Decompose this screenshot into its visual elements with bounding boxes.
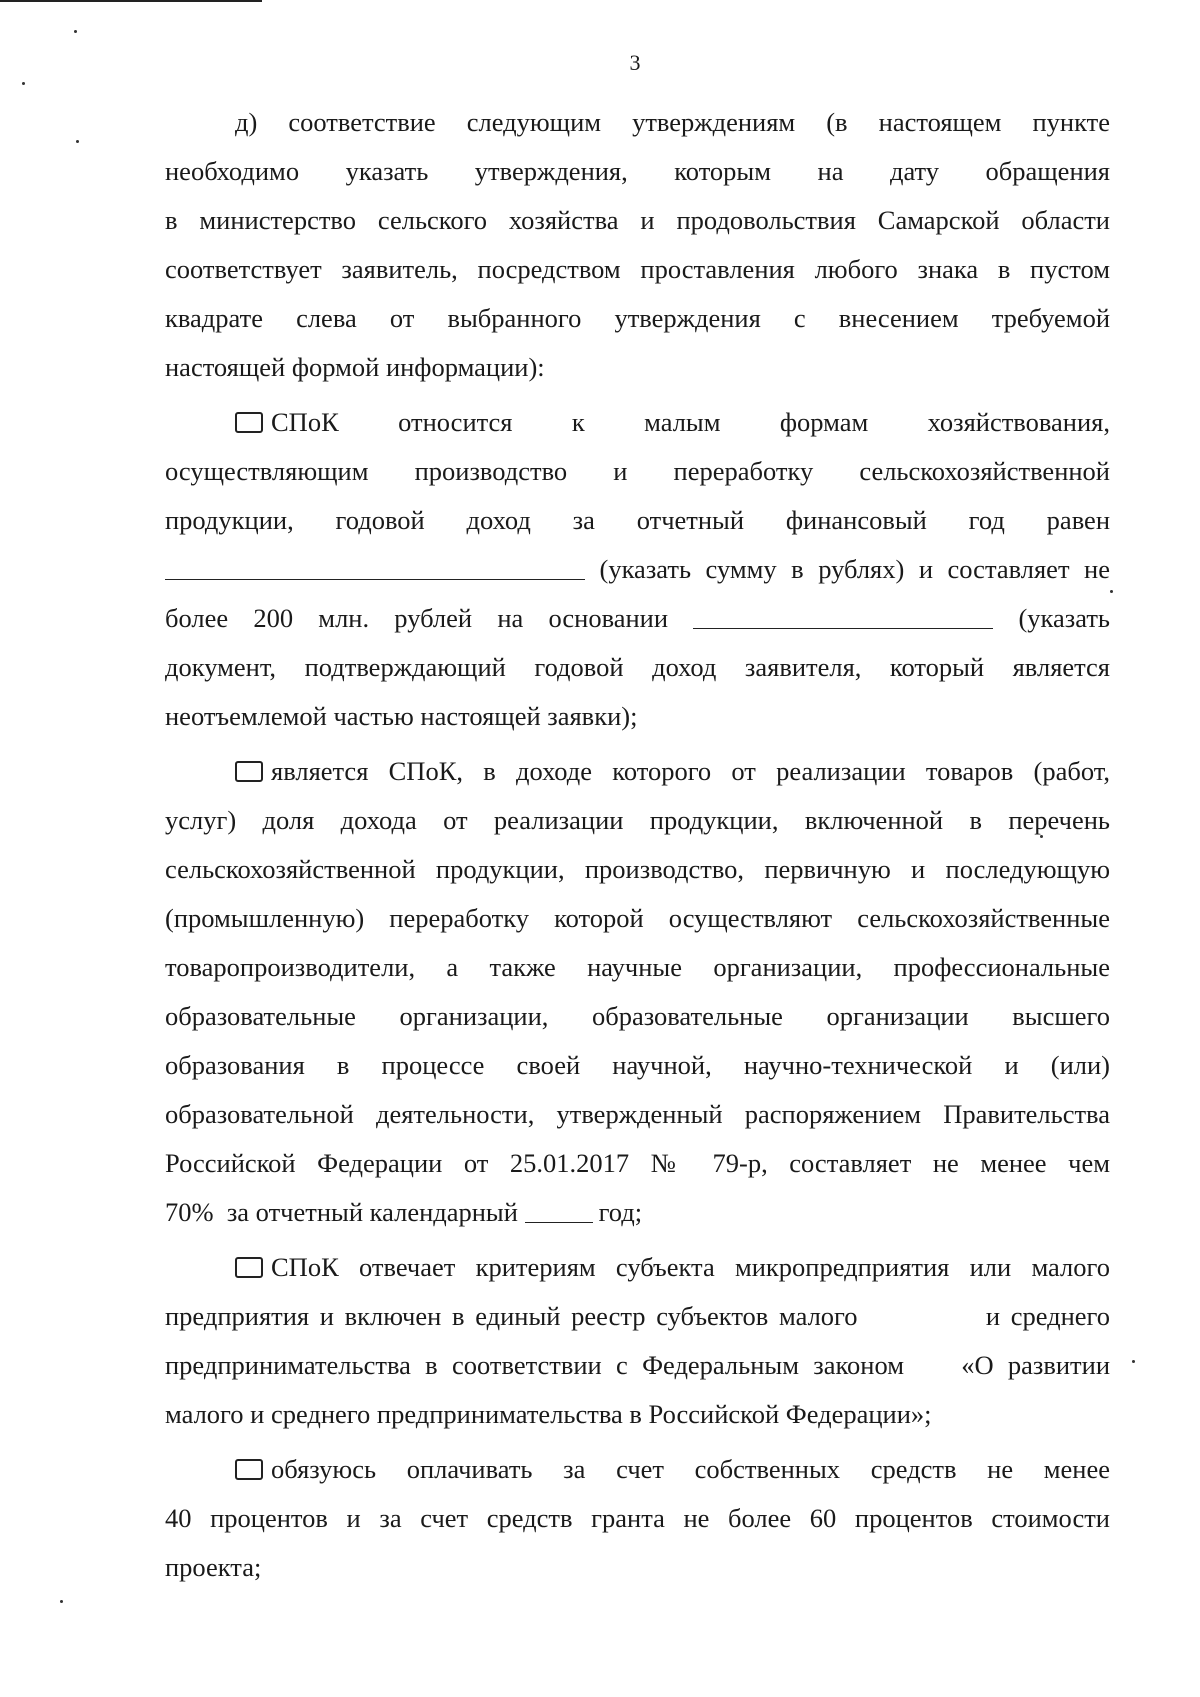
statement-4-line: 40 процентов и за счет средств гранта не более 60 процентов стоимости xyxy=(165,1503,1110,1533)
statement-2-line: (промышленную) переработку которой осуществляют сельскохозяйственные xyxy=(165,903,1110,933)
scan-speck xyxy=(1040,835,1043,838)
intro-line: соответствует заявитель, посредством проставления любого знака в пустом xyxy=(165,254,1110,284)
intro-line: настоящей формой информации): xyxy=(165,352,545,382)
statement-4-line: обязуюсь оплачивать за счет собственных средств не менее xyxy=(165,1445,1110,1494)
scan-speck xyxy=(76,140,79,143)
statement-2-line: образования в процессе своей научной, научно-технической и (или) xyxy=(165,1050,1110,1080)
statement-2-line: Российской Федерации от 25.01.2017 № 79-р, составляет не менее чем xyxy=(165,1148,1110,1178)
intro-paragraph xyxy=(165,98,1110,392)
statement-3-checkbox[interactable] xyxy=(235,1257,263,1278)
basis-document-field[interactable] xyxy=(693,604,993,629)
statement-2-line: является СПоК, в доходе которого от реализации товаров (работ, xyxy=(165,747,1110,796)
statement-2-line: образовательной деятельности, утвержденный распоряжением Правительства xyxy=(165,1099,1110,1129)
statement-1-line: (указать сумму в рублях) и составляет не xyxy=(165,545,1110,594)
intro-line: д) соответствие следующим утверждениям (в настоящем пункте xyxy=(235,107,1110,137)
statement-2-checkbox[interactable] xyxy=(235,761,263,782)
page-number: 3 xyxy=(629,50,641,75)
statement-1-line: продукции, годовой доход за отчетный финансовый год равен xyxy=(165,505,1110,535)
document-body xyxy=(165,98,1110,1592)
statement-1-line: осуществляющим производство и переработку сельскохозяйственной xyxy=(165,456,1110,486)
statement-1-checkbox[interactable] xyxy=(235,412,263,433)
intro-line: необходимо указать утверждения, которым на дату обращения xyxy=(165,156,1110,186)
statement-2-line: услуг) доля дохода от реализации продукции, включенной в перечень xyxy=(165,805,1110,835)
statement-3 xyxy=(165,1243,1110,1439)
statement-2-line: сельскохозяйственной продукции, производство, первичную и последующую xyxy=(165,854,1110,884)
statement-2-line: товаропроизводители, а также научные организации, профессиональные xyxy=(165,952,1110,982)
scan-speck xyxy=(1110,590,1113,593)
scan-speck xyxy=(60,1600,63,1603)
intro-line: в министерство сельского хозяйства и продовольствия Самарской области xyxy=(165,205,1110,235)
statement-2-line: образовательные организации, образовательные организации высшего xyxy=(165,1001,1110,1031)
statement-3-line: СПоК отвечает критериям субъекта микропредприятия или малого xyxy=(165,1243,1110,1292)
scan-speck xyxy=(1132,1360,1135,1363)
scan-speck xyxy=(22,82,25,85)
corner-rule xyxy=(0,0,262,2)
statement-3-line: малого и среднего предпринимательства в Российской Федерации»; xyxy=(165,1399,932,1429)
income-amount-field[interactable] xyxy=(165,555,585,580)
statement-1-line: более 200 млн. рублей на основании (указать xyxy=(165,603,1110,633)
calendar-year-field[interactable] xyxy=(525,1198,593,1223)
statement-1-line: неотъемлемой частью настоящей заявки); xyxy=(165,701,638,731)
statement-2-line: 70% за отчетный календарный год; xyxy=(165,1197,643,1227)
statement-4-checkbox[interactable] xyxy=(235,1459,263,1480)
statement-1-line: документ, подтверждающий годовой доход заявителя, который является xyxy=(165,652,1110,682)
statement-2 xyxy=(165,747,1110,1237)
statement-1 xyxy=(165,398,1110,741)
statement-1-line: СПоК относится к малым формам хозяйствования, xyxy=(165,398,1110,447)
statement-4-line: проекта; xyxy=(165,1552,262,1582)
statement-3-line: предпринимательства в соответствии с Федеральным законом «О развитии xyxy=(165,1350,1110,1380)
statement-4 xyxy=(165,1445,1110,1592)
intro-line: квадрате слева от выбранного утверждения с внесением требуемой xyxy=(165,303,1110,333)
scan-speck xyxy=(74,30,77,33)
statement-3-line: предприятия и включен в единый реестр субъектов малого и среднего xyxy=(165,1301,1110,1331)
